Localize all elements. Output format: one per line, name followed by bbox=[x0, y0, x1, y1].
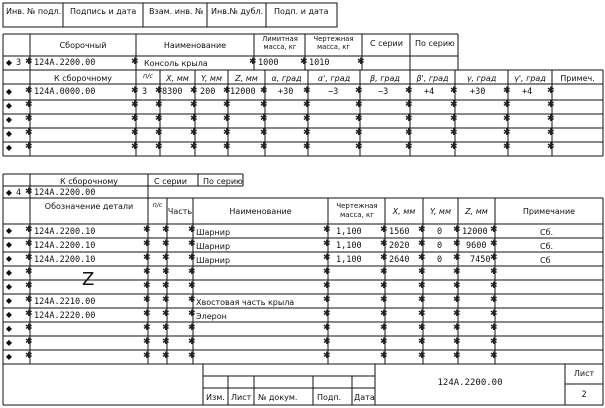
asterisk-icon: ✱ bbox=[143, 225, 151, 235]
s1-hdr-serial-to: По серию bbox=[415, 39, 455, 48]
asterisk-icon: ✱ bbox=[25, 253, 33, 263]
asterisk-icon: ✱ bbox=[143, 239, 151, 249]
s1-limit-mass: 1000 bbox=[258, 58, 279, 68]
s1-hdr-draw-mass: Чертежная масса, кг bbox=[313, 35, 354, 51]
s2-row-designation: 124А.2200.10 bbox=[34, 241, 96, 251]
footer-stamp-change: Изм. bbox=[206, 393, 225, 402]
s1-hdr-limit-mass: Лимитная масса, кг bbox=[262, 35, 298, 51]
s1-name: Консоль крыла bbox=[144, 59, 208, 68]
asterisk-icon: ✱ bbox=[303, 114, 311, 124]
s1-col-alpha: α, град bbox=[271, 74, 302, 83]
asterisk-icon: ✱ bbox=[25, 239, 33, 249]
asterisk-icon: ✱ bbox=[260, 114, 268, 124]
asterisk-icon: ✱ bbox=[490, 295, 498, 305]
stamp-sign-date: Подп. и дата bbox=[274, 7, 329, 16]
row-marker-icon: ◆ bbox=[5, 324, 13, 333]
footer-stamp-doc: № докум. bbox=[258, 393, 298, 402]
asterisk-icon: ✱ bbox=[143, 281, 151, 291]
asterisk-icon: ✱ bbox=[190, 114, 198, 124]
asterisk-icon: ✱ bbox=[418, 323, 426, 333]
asterisk-icon: ✱ bbox=[450, 86, 458, 96]
row-marker-icon: ◆ bbox=[5, 129, 13, 138]
asterisk-icon: ✱ bbox=[490, 267, 498, 277]
asterisk-icon: ✱ bbox=[405, 128, 413, 138]
asterisk-icon: ✱ bbox=[188, 295, 196, 305]
stamp-signature-date: Подпись и дата bbox=[70, 7, 137, 16]
s1-assembly: 124А.2200.00 bbox=[34, 58, 96, 68]
s2-row-designation: 124А.2200.10 bbox=[34, 255, 96, 265]
asterisk-icon: ✱ bbox=[380, 323, 388, 333]
stamp-inv-orig: Инв. № подл. bbox=[6, 7, 62, 16]
s2-hdr-to-assembly: К сборочному bbox=[59, 177, 119, 186]
asterisk-icon: ✱ bbox=[418, 225, 426, 235]
asterisk-icon: ✱ bbox=[223, 128, 231, 138]
asterisk-icon: ✱ bbox=[25, 142, 33, 152]
asterisk-icon: ✱ bbox=[143, 309, 151, 319]
asterisk-icon: ✱ bbox=[418, 309, 426, 319]
s2-hdr-serial-to: По серию bbox=[203, 177, 243, 186]
s2-row-x: 2640 bbox=[389, 255, 410, 265]
asterisk-icon: ✱ bbox=[490, 281, 498, 291]
s1-col-beta: β, град bbox=[370, 74, 400, 83]
asterisk-icon: ✱ bbox=[143, 337, 151, 347]
s2-row-z: 7450 bbox=[470, 255, 491, 265]
asterisk-icon: ✱ bbox=[143, 295, 151, 305]
asterisk-icon: ✱ bbox=[418, 295, 426, 305]
asterisk-icon: ✱ bbox=[162, 225, 170, 235]
asterisk-icon: ✱ bbox=[190, 100, 198, 110]
s1-row-beta2: +4 bbox=[424, 87, 435, 97]
row-marker-icon: ◆ bbox=[5, 282, 13, 291]
asterisk-icon: ✱ bbox=[405, 86, 413, 96]
s1-row-z: 12000 bbox=[230, 87, 256, 97]
asterisk-icon: ✱ bbox=[490, 239, 498, 249]
s2-row-y: 0 bbox=[437, 241, 443, 251]
s2-row-name: Шарнир bbox=[196, 242, 231, 251]
row-marker-icon: ◆ bbox=[5, 352, 13, 361]
asterisk-icon: ✱ bbox=[490, 351, 498, 361]
asterisk-icon: ✱ bbox=[143, 323, 151, 333]
asterisk-icon: ✱ bbox=[25, 100, 33, 110]
asterisk-icon: ✱ bbox=[162, 323, 170, 333]
row-marker-icon: ◆ bbox=[5, 58, 13, 67]
asterisk-icon: ✱ bbox=[25, 337, 33, 347]
asterisk-icon: ✱ bbox=[188, 309, 196, 319]
asterisk-icon: ✱ bbox=[25, 309, 33, 319]
asterisk-icon: ✱ bbox=[323, 309, 331, 319]
s1-col-gamma: γ, град bbox=[466, 74, 497, 83]
asterisk-icon: ✱ bbox=[418, 267, 426, 277]
s2-row-x: 1560 bbox=[389, 227, 410, 237]
asterisk-icon: ✱ bbox=[490, 323, 498, 333]
row-marker-icon: ◆ bbox=[5, 338, 13, 347]
s1-row-ps: 3 bbox=[142, 87, 148, 97]
asterisk-icon: ✱ bbox=[162, 239, 170, 249]
asterisk-icon: ✱ bbox=[188, 281, 196, 291]
asterisk-icon: ✱ bbox=[450, 128, 458, 138]
footer-sheet-label: Лист bbox=[573, 369, 595, 378]
asterisk-icon: ✱ bbox=[143, 267, 151, 277]
asterisk-icon: ✱ bbox=[380, 253, 388, 263]
s1-hdr-name: Наименование bbox=[163, 41, 227, 50]
asterisk-icon: ✱ bbox=[25, 323, 33, 333]
asterisk-icon: ✱ bbox=[503, 128, 511, 138]
s2-col-name: Наименование bbox=[229, 207, 292, 216]
asterisk-icon: ✱ bbox=[418, 281, 426, 291]
asterisk-icon: ✱ bbox=[25, 295, 33, 305]
asterisk-icon: ✱ bbox=[25, 281, 33, 291]
asterisk-icon: ✱ bbox=[143, 253, 151, 263]
footer-doc-number: 124А.2200.00 bbox=[437, 378, 503, 388]
footer-stamp-sign: Подп. bbox=[317, 393, 342, 402]
asterisk-icon: ✱ bbox=[323, 295, 331, 305]
asterisk-icon: ✱ bbox=[188, 225, 196, 235]
s1-col-z: Z, мм bbox=[235, 74, 258, 83]
s1-hdr-assembly: Сборочный bbox=[59, 41, 107, 50]
asterisk-icon: ✱ bbox=[380, 267, 388, 277]
asterisk-icon: ✱ bbox=[25, 267, 33, 277]
stamp-replace-inv: Взам. инв. № bbox=[149, 7, 204, 16]
asterisk-icon: ✱ bbox=[453, 323, 461, 333]
asterisk-icon: ✱ bbox=[260, 128, 268, 138]
asterisk-icon: ✱ bbox=[223, 142, 231, 152]
row-marker-icon: ◆ bbox=[5, 240, 13, 249]
asterisk-icon: ✱ bbox=[490, 309, 498, 319]
asterisk-icon: ✱ bbox=[490, 337, 498, 347]
footer-stamp-date: Дата bbox=[354, 393, 375, 402]
asterisk-icon: ✱ bbox=[450, 114, 458, 124]
s2-row-y: 0 bbox=[437, 255, 443, 265]
asterisk-icon: ✱ bbox=[25, 57, 33, 67]
stamp-inv-dup: Инв.№ дубл. bbox=[211, 7, 264, 16]
s1-hdr-serial-from: С серии bbox=[370, 39, 403, 48]
asterisk-icon: ✱ bbox=[249, 57, 257, 67]
asterisk-icon: ✱ bbox=[547, 128, 555, 138]
asterisk-icon: ✱ bbox=[323, 225, 331, 235]
asterisk-icon: ✱ bbox=[131, 114, 139, 124]
asterisk-icon: ✱ bbox=[405, 114, 413, 124]
s2-row-designation: 124А.2200.10 bbox=[34, 227, 96, 237]
asterisk-icon: ✱ bbox=[503, 100, 511, 110]
asterisk-icon: ✱ bbox=[223, 114, 231, 124]
asterisk-icon: ✱ bbox=[303, 86, 311, 96]
asterisk-icon: ✱ bbox=[25, 351, 33, 361]
asterisk-icon: ✱ bbox=[260, 86, 268, 96]
asterisk-icon: ✱ bbox=[131, 100, 139, 110]
row-marker-icon: ◆ bbox=[5, 268, 13, 277]
asterisk-icon: ✱ bbox=[323, 337, 331, 347]
s2-col-y: Y, мм bbox=[429, 207, 451, 216]
s1-col-note: Примеч. bbox=[560, 74, 595, 83]
asterisk-icon: ✱ bbox=[418, 351, 426, 361]
s2-col-z: Z, мм bbox=[465, 207, 488, 216]
asterisk-icon: ✱ bbox=[453, 309, 461, 319]
row-marker-icon: ◆ bbox=[5, 226, 13, 235]
asterisk-icon: ✱ bbox=[162, 253, 170, 263]
s2-col-part: Часть bbox=[167, 207, 193, 216]
s1-row-beta: −3 bbox=[378, 87, 389, 97]
asterisk-icon: ✱ bbox=[405, 100, 413, 110]
asterisk-icon: ✱ bbox=[380, 337, 388, 347]
s1-row-alpha2: −3 bbox=[328, 87, 339, 97]
s1-row-x: 8300 bbox=[162, 87, 183, 97]
asterisk-icon: ✱ bbox=[453, 253, 461, 263]
s1-row-y: 200 bbox=[200, 87, 216, 97]
asterisk-icon: ✱ bbox=[380, 225, 388, 235]
asterisk-icon: ✱ bbox=[143, 351, 151, 361]
footer-sheet-number: 2 bbox=[581, 390, 587, 400]
asterisk-icon: ✱ bbox=[405, 142, 413, 152]
asterisk-icon: ✱ bbox=[303, 128, 311, 138]
asterisk-icon: ✱ bbox=[453, 295, 461, 305]
asterisk-icon: ✱ bbox=[418, 239, 426, 249]
asterisk-icon: ✱ bbox=[190, 128, 198, 138]
row-marker-icon: ◆ bbox=[5, 143, 13, 152]
s2-row-note: Сб bbox=[540, 256, 551, 265]
asterisk-icon: ✱ bbox=[418, 337, 426, 347]
asterisk-icon: ✱ bbox=[25, 187, 33, 197]
s1-col-y: Y, мм bbox=[200, 74, 222, 83]
asterisk-icon: ✱ bbox=[453, 337, 461, 347]
asterisk-icon: ✱ bbox=[355, 86, 363, 96]
s2-row-z: 9600 bbox=[466, 241, 487, 251]
asterisk-icon: ✱ bbox=[323, 281, 331, 291]
asterisk-icon: ✱ bbox=[188, 337, 196, 347]
asterisk-icon: ✱ bbox=[155, 114, 163, 124]
asterisk-icon: ✱ bbox=[380, 309, 388, 319]
asterisk-icon: ✱ bbox=[450, 100, 458, 110]
s1-col-ps: п/с bbox=[142, 72, 153, 80]
s1-row-gamma: +30 bbox=[470, 87, 486, 97]
asterisk-icon: ✱ bbox=[260, 142, 268, 152]
s2-col-x: X, мм bbox=[392, 207, 416, 216]
asterisk-icon: ✱ bbox=[155, 100, 163, 110]
asterisk-icon: ✱ bbox=[25, 128, 33, 138]
s1-num: 3 bbox=[16, 58, 22, 68]
asterisk-icon: ✱ bbox=[162, 337, 170, 347]
asterisk-icon: ✱ bbox=[453, 351, 461, 361]
z-strike-mark: Z bbox=[82, 269, 95, 290]
asterisk-icon: ✱ bbox=[490, 225, 498, 235]
asterisk-icon: ✱ bbox=[223, 100, 231, 110]
s2-row-mass: 1,100 bbox=[336, 255, 362, 265]
asterisk-icon: ✱ bbox=[25, 86, 33, 96]
row-marker-icon: ◆ bbox=[5, 254, 13, 263]
asterisk-icon: ✱ bbox=[453, 267, 461, 277]
asterisk-icon: ✱ bbox=[380, 351, 388, 361]
asterisk-icon: ✱ bbox=[453, 225, 461, 235]
s2-col-designation: Обозначение детали bbox=[44, 202, 134, 211]
asterisk-icon: ✱ bbox=[303, 100, 311, 110]
row-marker-icon: ◆ bbox=[5, 296, 13, 305]
s2-col-mass: Чертежная масса, кг bbox=[336, 202, 378, 219]
asterisk-icon: ✱ bbox=[223, 86, 231, 96]
row-marker-icon: ◆ bbox=[5, 101, 13, 110]
asterisk-icon: ✱ bbox=[355, 142, 363, 152]
s2-row-name: Шарнир bbox=[196, 228, 231, 237]
asterisk-icon: ✱ bbox=[323, 351, 331, 361]
s2-row-name: Элерон bbox=[196, 312, 227, 321]
s2-col-note: Примечание bbox=[522, 207, 576, 216]
s1-col-to-assembly: К сборочному bbox=[53, 74, 113, 83]
asterisk-icon: ✱ bbox=[547, 142, 555, 152]
s2-row-mass: 1,100 bbox=[336, 227, 362, 237]
asterisk-icon: ✱ bbox=[188, 253, 196, 263]
asterisk-icon: ✱ bbox=[162, 351, 170, 361]
asterisk-icon: ✱ bbox=[355, 128, 363, 138]
s2-row-note: Сб. bbox=[540, 242, 554, 251]
s2-row-designation: 124А.2220.00 bbox=[34, 311, 96, 321]
asterisk-icon: ✱ bbox=[547, 114, 555, 124]
asterisk-icon: ✱ bbox=[490, 253, 498, 263]
asterisk-icon: ✱ bbox=[188, 239, 196, 249]
s1-row-alpha: +30 bbox=[278, 87, 294, 97]
s2-to-assembly: 124А.2200.00 bbox=[34, 188, 96, 198]
s1-col-beta2: β', град bbox=[416, 74, 449, 83]
asterisk-icon: ✱ bbox=[300, 57, 308, 67]
s2-num: 4 bbox=[16, 188, 22, 198]
asterisk-icon: ✱ bbox=[25, 225, 33, 235]
asterisk-icon: ✱ bbox=[162, 281, 170, 291]
s1-draw-mass: 1010 bbox=[309, 58, 330, 68]
asterisk-icon: ✱ bbox=[190, 86, 198, 96]
asterisk-icon: ✱ bbox=[357, 57, 365, 67]
asterisk-icon: ✱ bbox=[131, 57, 139, 67]
row-marker-icon: ◆ bbox=[5, 188, 13, 197]
s2-row-z: 12000 bbox=[462, 227, 488, 237]
asterisk-icon: ✱ bbox=[450, 142, 458, 152]
asterisk-icon: ✱ bbox=[188, 351, 196, 361]
s2-hdr-serial-from: С серии bbox=[154, 177, 187, 186]
s2-row-mass: 1,100 bbox=[336, 241, 362, 251]
s2-row-name: Шарнир bbox=[196, 256, 231, 265]
asterisk-icon: ✱ bbox=[155, 142, 163, 152]
asterisk-icon: ✱ bbox=[418, 253, 426, 263]
asterisk-icon: ✱ bbox=[323, 267, 331, 277]
asterisk-icon: ✱ bbox=[190, 142, 198, 152]
s2-col-ps: п/с bbox=[152, 201, 163, 209]
row-marker-icon: ◆ bbox=[5, 87, 13, 96]
asterisk-icon: ✱ bbox=[323, 239, 331, 249]
asterisk-icon: ✱ bbox=[323, 323, 331, 333]
asterisk-icon: ✱ bbox=[188, 267, 196, 277]
row-marker-icon: ◆ bbox=[5, 310, 13, 319]
asterisk-icon: ✱ bbox=[155, 86, 163, 96]
asterisk-icon: ✱ bbox=[303, 142, 311, 152]
asterisk-icon: ✱ bbox=[155, 128, 163, 138]
asterisk-icon: ✱ bbox=[355, 100, 363, 110]
asterisk-icon: ✱ bbox=[260, 100, 268, 110]
s1-col-x: X, мм bbox=[166, 74, 189, 83]
s1-col-gamma2: γ', град bbox=[514, 74, 546, 83]
asterisk-icon: ✱ bbox=[131, 142, 139, 152]
asterisk-icon: ✱ bbox=[380, 239, 388, 249]
asterisk-icon: ✱ bbox=[380, 281, 388, 291]
asterisk-icon: ✱ bbox=[131, 128, 139, 138]
asterisk-icon: ✱ bbox=[503, 114, 511, 124]
s2-row-note: Сб. bbox=[540, 228, 554, 237]
asterisk-icon: ✱ bbox=[25, 114, 33, 124]
s2-row-x: 2020 bbox=[389, 241, 410, 251]
s2-row-designation: 124А.2210.00 bbox=[34, 297, 96, 307]
asterisk-icon: ✱ bbox=[131, 86, 139, 96]
asterisk-icon: ✱ bbox=[323, 253, 331, 263]
row-marker-icon: ◆ bbox=[5, 115, 13, 124]
asterisk-icon: ✱ bbox=[503, 86, 511, 96]
asterisk-icon: ✱ bbox=[547, 86, 555, 96]
asterisk-icon: ✱ bbox=[355, 114, 363, 124]
asterisk-icon: ✱ bbox=[162, 309, 170, 319]
s1-col-alpha2: α', град bbox=[317, 74, 351, 83]
s2-row-y: 0 bbox=[437, 227, 443, 237]
asterisk-icon: ✱ bbox=[188, 323, 196, 333]
footer-stamp-sheet: Лист bbox=[231, 393, 252, 402]
s1-row-gamma2: +4 bbox=[522, 87, 533, 97]
asterisk-icon: ✱ bbox=[503, 142, 511, 152]
asterisk-icon: ✱ bbox=[162, 267, 170, 277]
asterisk-icon: ✱ bbox=[547, 100, 555, 110]
asterisk-icon: ✱ bbox=[162, 295, 170, 305]
asterisk-icon: ✱ bbox=[453, 239, 461, 249]
asterisk-icon: ✱ bbox=[380, 295, 388, 305]
asterisk-icon: ✱ bbox=[453, 281, 461, 291]
s2-row-name: Хвостовая часть крыла bbox=[196, 298, 295, 307]
s1-row-to-assembly: 124А.0000.00 bbox=[34, 87, 96, 97]
